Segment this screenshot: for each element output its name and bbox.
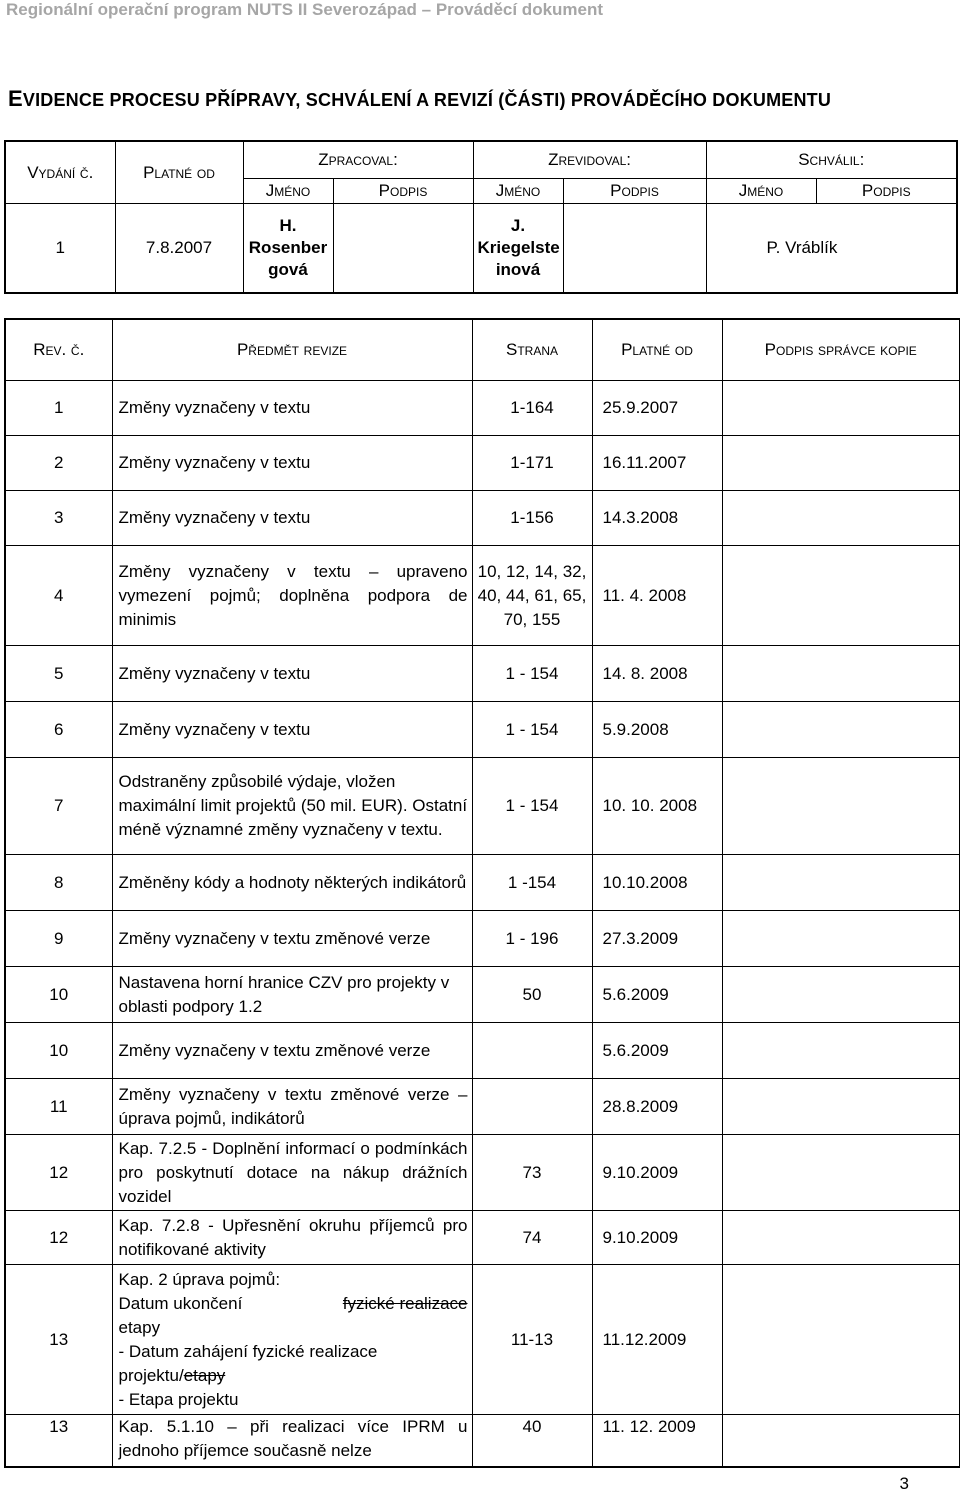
header-podpis: Podpis (816, 179, 957, 204)
header-zrevidoval: Zrevidoval: (473, 141, 706, 179)
header-jmeno: Jméno (243, 179, 333, 204)
table-row: 2 Změny vyznačeny v textu 1-171 16.11.2007 (5, 436, 960, 491)
header-zpracoval: Zpracoval: (243, 141, 473, 179)
header-platne-od: Platné od (115, 141, 243, 204)
schvalil-jmeno: P. Vráblík (706, 204, 957, 294)
title-first-letter: E (8, 86, 23, 111)
zpracoval-jmeno: H. Rosenber gová (243, 204, 333, 294)
header-predmet: Předmět revize (112, 319, 472, 381)
table-row: 3 Změny vyznačeny v textu 1-156 14.3.2008 (5, 491, 960, 546)
table-row: 4 Změny vyznačeny v textu – upraveno vymezení pojmů; doplněna podpora de minimis 10, 12, 14, 32, 40, 44, 61, 65, 70, 155 11. 4. 2008 (5, 546, 960, 646)
table-row: 12 Kap. 7.2.8 - Upřesnění okruhu příjemců pro notifikované aktivity 74 9.10.2009 (5, 1211, 960, 1265)
table-row: 9 Změny vyznačeny v textu změnové verze 1 - 196 27.3.2009 (5, 911, 960, 967)
table-row: 10 Změny vyznačeny v textu změnové verze 5.6.2009 (5, 1023, 960, 1079)
zpracoval-podpis (333, 204, 473, 294)
table-row: 11 Změny vyznačeny v textu změnové verze – úprava pojmů, indikátorů 28.8.2009 (5, 1079, 960, 1135)
document-header: Regionální operační program NUTS II Severozápad – Prováděcí dokument (6, 0, 604, 19)
title-rest: VIDENCE PROCESU PŘÍPRAVY, SCHVÁLENÍ A REVIZÍ (ČÁSTI) PROVÁDĚCÍHO DOKUMENTU (22, 90, 832, 110)
revision-table (4, 318, 960, 1468)
page-number: 3 (899, 1474, 909, 1493)
table-row: 5 Změny vyznačeny v textu 1 - 154 14. 8. 2008 (5, 646, 960, 702)
header-podpis: Podpis (563, 179, 706, 204)
zrevidoval-jmeno: J. Kriegelste inová (473, 204, 563, 294)
edition-table (4, 140, 958, 294)
table-row: 10 Nastavena horní hranice CZV pro projekty v oblasti podpory 1.2 50 5.6.2009 (5, 967, 960, 1023)
table-row: 7 Odstraněny způsobilé výdaje, vložen maximální limit projektů (50 mil. EUR). Ostatní méně významné změny vyznačeny v textu. 1 - 154 10. 10. 2008 (5, 758, 960, 855)
header-jmeno: Jméno (473, 179, 563, 204)
header-podpis-spravce: Podpis správce kopie (722, 319, 960, 381)
zrevidoval-podpis (563, 204, 706, 294)
page-title (8, 86, 831, 112)
table-row: 12 Kap. 7.2.5 - Doplnění informací o podmínkách pro poskytnutí dotace na nákup drážních vozidel 73 9.10.2009 (5, 1135, 960, 1211)
header-vydani: Vydání č. (5, 141, 115, 204)
edition-number: 1 (5, 204, 115, 294)
table-row: 1 Změny vyznačeny v textu 1-164 25.9.2007 (5, 381, 960, 436)
header-schvalil: Schválil: (706, 141, 957, 179)
header-podpis: Podpis (333, 179, 473, 204)
header-strana: Strana (472, 319, 592, 381)
table-row: 13 Kap. 5.1.10 – při realizaci více IPRM u jednoho příjemce současně nelze 40 11. 12. 2009 (5, 1415, 960, 1467)
table-row: 8 Změněny kódy a hodnoty některých indikátorů 1 -154 10.10.2008 (5, 855, 960, 911)
header-platne-od: Platné od (592, 319, 722, 381)
table-row: 6 Změny vyznačeny v textu 1 - 154 5.9.2008 (5, 702, 960, 758)
table-row: 13 Kap. 2 úprava pojmů: Datum ukončení fyzické realizace etapy - Datum zahájení fyzické realizace projektu/etapy - Etapa projektu 11-13 11.12.2009 (5, 1265, 960, 1415)
header-rev: Rev. č. (5, 319, 112, 381)
header-jmeno: Jméno (706, 179, 816, 204)
edition-date: 7.8.2007 (115, 204, 243, 294)
